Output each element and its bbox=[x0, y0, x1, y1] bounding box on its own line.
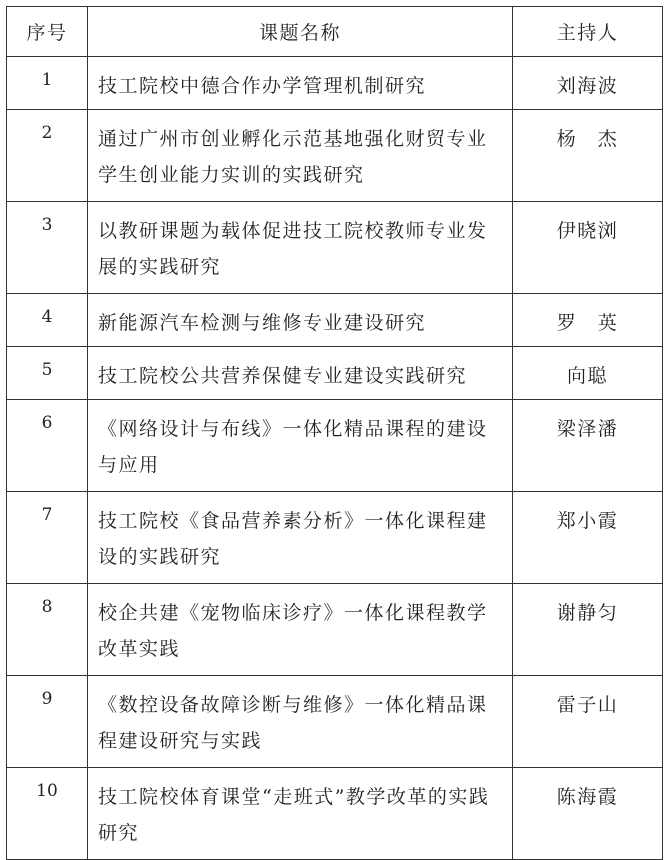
research-topics-table-container bbox=[6, 6, 662, 860]
row-topic: 技工院校体育课堂“走班式”教学改革的实践研究 bbox=[88, 768, 513, 860]
row-topic: 技工院校公共营养保健专业建设实践研究 bbox=[88, 347, 513, 400]
header-topic-name: 课题名称 bbox=[88, 7, 513, 57]
table-row bbox=[7, 676, 663, 768]
row-host: 谢静匀 bbox=[513, 584, 663, 676]
row-topic: 《数控设备故障诊断与维修》一体化精品课程建设研究与实践 bbox=[88, 676, 513, 768]
table-row bbox=[7, 492, 663, 584]
table-row bbox=[7, 347, 663, 400]
row-number: 8 bbox=[7, 584, 88, 676]
table-row bbox=[7, 110, 663, 202]
row-host: 雷子山 bbox=[513, 676, 663, 768]
table-row bbox=[7, 202, 663, 294]
row-number: 6 bbox=[7, 400, 88, 492]
row-number: 2 bbox=[7, 110, 88, 202]
row-host: 向聪 bbox=[513, 347, 663, 400]
row-host: 梁泽潘 bbox=[513, 400, 663, 492]
row-topic: 技工院校《食品营养素分析》一体化课程建设的实践研究 bbox=[88, 492, 513, 584]
row-topic: 校企共建《宠物临床诊疗》一体化课程教学改革实践 bbox=[88, 584, 513, 676]
row-number: 1 bbox=[7, 57, 88, 110]
row-host: 罗 英 bbox=[513, 294, 663, 347]
row-host: 伊晓浏 bbox=[513, 202, 663, 294]
row-number: 7 bbox=[7, 492, 88, 584]
table-row bbox=[7, 768, 663, 860]
header-serial-number: 序号 bbox=[7, 7, 88, 57]
row-host: 杨 杰 bbox=[513, 110, 663, 202]
row-topic: 新能源汽车检测与维修专业建设研究 bbox=[88, 294, 513, 347]
row-topic: 《网络设计与布线》一体化精品课程的建设与应用 bbox=[88, 400, 513, 492]
table-row bbox=[7, 584, 663, 676]
table-header-row bbox=[7, 7, 663, 57]
row-number: 5 bbox=[7, 347, 88, 400]
row-topic: 通过广州市创业孵化示范基地强化财贸专业学生创业能力实训的实践研究 bbox=[88, 110, 513, 202]
row-topic: 以教研课题为载体促进技工院校教师专业发展的实践研究 bbox=[88, 202, 513, 294]
header-host: 主持人 bbox=[513, 7, 663, 57]
table-row bbox=[7, 57, 663, 110]
row-host: 刘海波 bbox=[513, 57, 663, 110]
row-topic: 技工院校中德合作办学管理机制研究 bbox=[88, 57, 513, 110]
table-row bbox=[7, 400, 663, 492]
row-number: 4 bbox=[7, 294, 88, 347]
table-row bbox=[7, 294, 663, 347]
row-host: 陈海霞 bbox=[513, 768, 663, 860]
row-number: 3 bbox=[7, 202, 88, 294]
row-number: 9 bbox=[7, 676, 88, 768]
row-number: 10 bbox=[7, 768, 88, 860]
research-topics-table bbox=[6, 6, 663, 860]
row-host: 郑小霞 bbox=[513, 492, 663, 584]
